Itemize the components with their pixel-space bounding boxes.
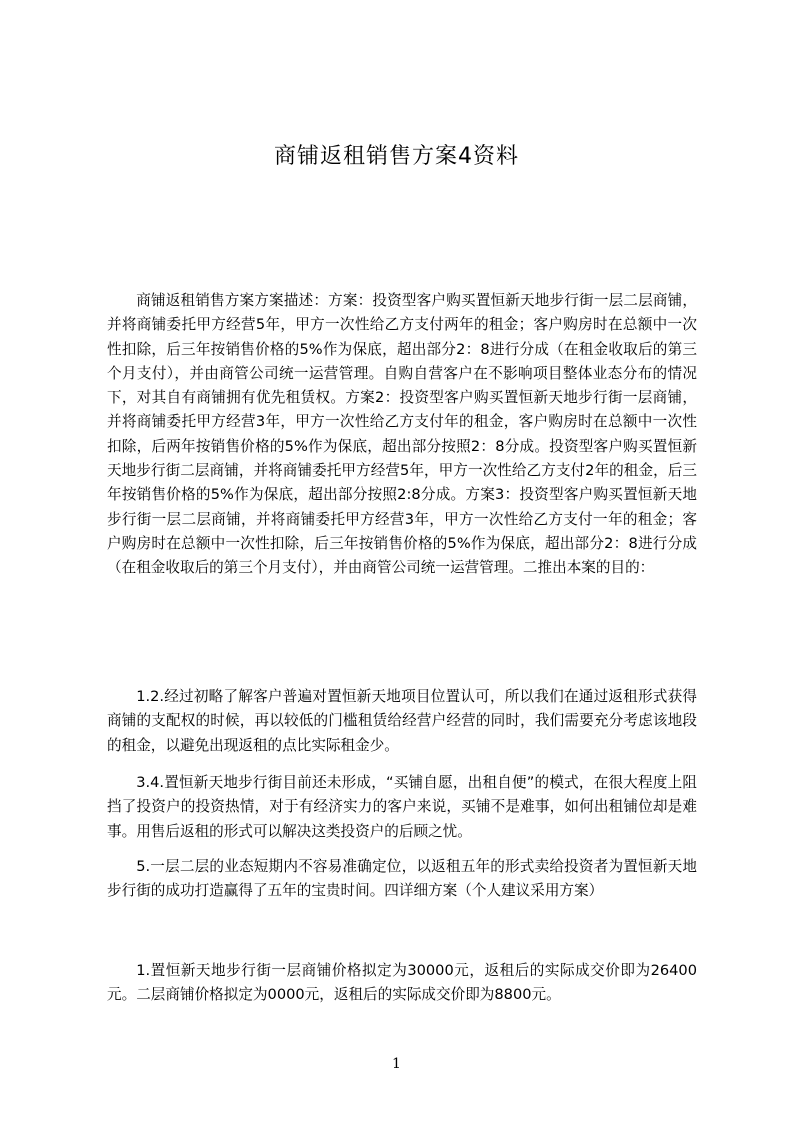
paragraph-purpose-1-2: 1.2.经过初略了解客户普遍对置恒新天地项目位置认可，所以我们在通过返租形式获得商铺的支配权的时候，再以较低的门槛租赁给经营户经营的同时，我们需要充分考虑该地段的租金，以避免出现返租的点比实际租金少。	[107, 688, 697, 754]
page-number: 1	[392, 1056, 401, 1072]
document-title: 商铺返租销售方案4资料	[274, 144, 519, 169]
paragraph-pricing: 1.置恒新天地步行街一层商铺价格拟定为30000元，返租后的实际成交价即为26400元。二层商铺价格拟定为0000元，返租后的实际成交价即为8800元。	[107, 962, 697, 1004]
paragraph-purpose-5: 5.一层二层的业态短期内不容易准确定位，以返租五年的形式卖给投资者为置恒新天地步行街的成功打造赢得了五年的宝贵时间。四详细方案（个人建议采用方案）	[107, 858, 697, 900]
paragraph-plan-description: 商铺返租销售方案方案描述：方案：投资型客户购买置恒新天地步行街一层二层商铺，并将商铺委托甲方经营5年，甲方一次性给乙方支付两年的租金；客户购房时在总额中一次性扣除，后三年按销售价格的5%作为保底，超出部分2：8进行分成（在租金收取后的第三个月支付），并由商管公司统一运营管理。自购自营客户在不影响项目整体业态分布的情况下，对其自有商铺拥有优先租赁权。方案2：投资型客户购买置恒新天地步行街一层商铺，并将商铺委托甲方经营3年，甲方一次性给乙方支付年的租金，客户购房时在总额中一次性扣除，后两年按销售价格的5%作为保底，超出部分按照2：8分成。投资型客户购买置恒新天地步行街二层商铺，并将商铺委托甲方经营5年，甲方一次性给乙方支付2年的租金，后三年按销售价格的5%作为保底，超出部分按照2:8分成。方案3：投资型客户购买置恒新天地步行街一层二层商铺，并将商铺委托甲方经营3年，甲方一次性给乙方支付一年的租金；客户购房时在总额中一次性扣除，后三年按销售价格的5%作为保底，超出部分2：8进行分成（在租金收取后的第三个月支付），并由商管公司统一运营管理。二推出本案的目的：	[107, 292, 697, 577]
paragraph-purpose-3-4: 3.4.置恒新天地步行街目前还未形成，“买铺自愿，出租自便”的模式，在很大程度上阻挡了投资户的投资热情，对于有经济实力的客户来说，买铺不是难事，如何出租铺位却是难事。用售后返租的形式可以解决这类投资户的后顾之忧。	[107, 774, 697, 840]
